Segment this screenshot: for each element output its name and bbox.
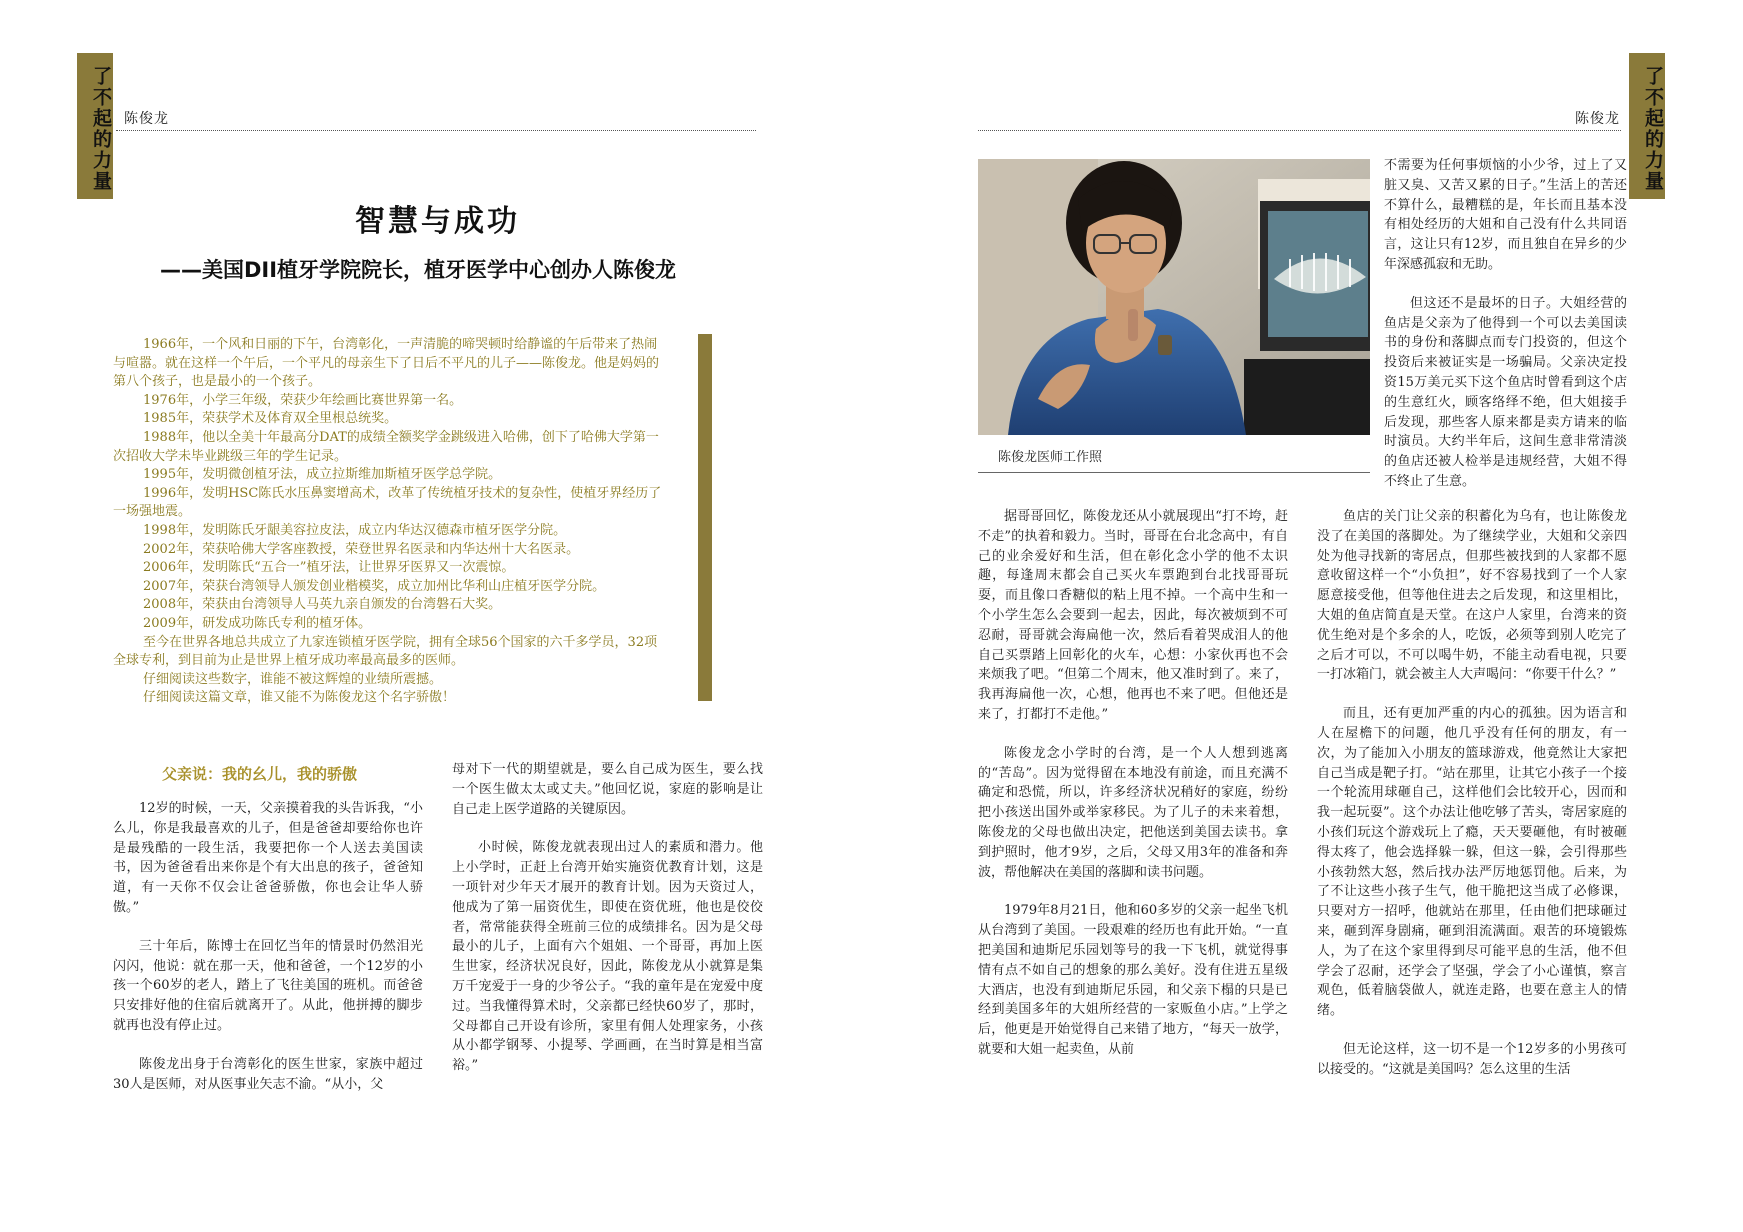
paragraph: 三十年后，陈博士在回忆当年的情景时仍然泪光闪闪，他说：就在那一天，他和爸爸，一个12岁的小孩一个60岁的老人，踏上了飞往美国的班机。而爸爸只安排好他的住宿后就离开了。从此，他拼搏的脚步就再也没有停止过。	[113, 938, 423, 1033]
left-column-1	[113, 799, 423, 1113]
article-title: 智慧与成功	[355, 204, 520, 239]
timeline-entry: 1976年，小学三年级，荣获少年绘画比赛世界第一名。	[143, 392, 463, 408]
timeline-entry: 至今在世界各地总共成立了九家连锁植牙医学院，拥有全球56个国家的六千多学员，32项全球专利，到目前为止是世界上植牙成功率最高最多的医师。	[113, 634, 658, 669]
timeline-entry: 2008年，荣获由台湾领导人马英九亲自颁发的台湾磐石大奖。	[143, 597, 502, 613]
section-badge-right: 了不起的力量	[1629, 53, 1665, 199]
section-badge-left: 了不起的力量	[77, 53, 113, 199]
header-name-right: 陈俊龙	[1575, 111, 1620, 127]
timeline-entry: 2006年，发明陈氏“五合一”植牙法，让世界牙医界又一次震惊。	[143, 560, 515, 576]
timeline-entry: 1996年，发明HSC陈氏水压鼻窦增高术，改革了传统植牙技术的复杂性，使植牙界经历了一场强地震。	[113, 485, 662, 520]
timeline-entry: 1995年，发明微创植牙法，成立拉斯维加斯植牙医学总学院。	[143, 467, 502, 483]
header-name-left: 陈俊龙	[124, 111, 169, 127]
paragraph: 陈俊龙念小学时的台湾，是一个人人想到逃离的“苦岛”。因为觉得留在本地没有前途，而且充满不确定和恐慌，所以，许多经济状况稍好的家庭，纷纷把小孩送出国外或举家移民。为了儿子的未来着想，陈俊龙的父母也做出决定，把他送到美国去读书。拿到护照时，他才9岁，之后，父母又用3年的准备和奔波，帮他解决在美国的落脚和读书问题。	[978, 745, 1288, 880]
section-heading: 父亲说：我的幺儿，我的骄傲	[162, 765, 358, 783]
photo-caption: 陈俊龙医师工作照	[998, 450, 1103, 465]
paragraph: 小时候，陈俊龙就表现出过人的素质和潜力。他上小学时，正赶上台湾开始实施资优教育计划，这是一项针对少年天才展开的教育计划。因为天资过人，他成为了第一届资优生，即使在资优班，他也是佼佼者，常常能获得全班前三位的成绩排名。因为是父母最小的儿子，上面有六个姐姐、一个哥哥，再加上医生世家，经济状况良好，因此，陈俊龙从小就算是集万千宠爱于一身的少爷公子。“我的童年是在宠爱中度过。当我懂得算术时，父亲都已经快60岁了，那时，父母都自己开设有诊所，家里有佣人处理家务，小孩从小都学钢琴、小提琴、学画画，在当时算是相当富裕。”	[452, 840, 763, 1074]
paragraph: 鱼店的关门让父亲的积蓄化为乌有，也让陈俊龙没了在美国的落脚处。为了继续学业，大姐和父亲四处为他寻找新的寄居点，但那些被找到的人家都不愿意收留这样一个“小负担”，好不容易找到了一个人家愿意接受他，但等他住进去之后发现，和这里相比，大姐的鱼店简直是天堂。在这户人家里，台湾来的资优生绝对是个多余的人，吃饭，必须等到别人吃完了之后才可以，不可以喝牛奶，不能主动看电视，只要一打冰箱门，就会被主人大声喝问：“你要干什么？”	[1317, 509, 1627, 683]
paragraph: 1979年8月21日，他和60多岁的父亲一起坐飞机从台湾到了美国。一段艰难的经历也有此开始。“一直把美国和迪斯尼乐园划等号的我一下飞机，就觉得事情有点不如自己的想象的那么美好。没有住进五星级大酒店，也没有到迪斯尼乐园，和父亲下榻的只是已经到美国多年的大姐所经营的一家贩鱼小店。”上学之后，他更是开始觉得自己来错了地方，“每天一放学，就要和大姐一起卖鱼，从前	[978, 903, 1288, 1057]
timeline-entry: 2007年，荣获台湾领导人颁发创业楷模奖，成立加州比华利山庄植牙医学分院。	[143, 578, 606, 594]
caption-rule	[978, 472, 1370, 473]
article-subtitle: ——美国DII植牙学院院长，植牙医学中心创办人陈俊龙	[160, 258, 677, 282]
right-column-3	[978, 507, 1288, 1079]
timeline-entry: 仔细阅读这些数字，谁能不被这辉煌的业绩所震撼。	[143, 671, 443, 687]
timeline-entry: 2002年，荣获哈佛大学客座教授，荣登世界名医录和内华达州十大名医录。	[143, 541, 580, 557]
paragraph: 据哥哥回忆，陈俊龙还从小就展现出“打不垮，赶不走”的执着和毅力。当时，哥哥在台北念高中，有自己的业余爱好和生活，但在彰化念小学的他不太识趣，每逢周末都会自己买火车票跑到台北找哥哥玩耍，而且像口香糖似的粘上甩不掉。一个高中生和一个小学生怎么会要到一起去，因此，每次被烦到不可忍耐，哥哥就会海扁他一次，然后看着哭成泪人的他自己买票踏上回彰化的火车，心想：小家伙再也不会来烦我了吧。“但第二个周末，他又准时到了。来了，我再海扁他一次，心想，他再也不来了吧。但他还是来了，打都打不走他。”	[978, 509, 1288, 722]
paragraph: 但无论这样，这一切不是一个12岁多的小男孩可以接受的。“这就是美国吗？怎么这里的生活	[1317, 1041, 1627, 1077]
header-rule-right	[978, 130, 1621, 131]
paragraph: 不需要为任何事烦恼的小少爷，过上了又脏又臭、又苦又累的日子。”生活上的苦还不算什么，最糟糕的是，年长而且基本没有相处经历的大姐和自己没有什么共同语言，这让只有12岁，而且独自在异乡的少年深感孤寂和无助。	[1384, 158, 1627, 272]
header-rule-left	[116, 130, 756, 131]
timeline-block	[113, 336, 667, 708]
doctor-photo-image	[978, 159, 1370, 435]
timeline-accent-bar	[698, 334, 712, 701]
timeline-entry: 1966年，一个风和日丽的下午，台湾彰化，一声清脆的啼哭顿时给静谧的午后带来了热闹与喧嚣。就在这样一个午后，一个平凡的母亲生下了日后不平凡的儿子——陈俊龙。他是妈妈的第八个孩子，也是最小的一个孩子。	[113, 337, 660, 390]
doctor-photo	[978, 159, 1370, 435]
paragraph: 12岁的时候，一天，父亲摸着我的头告诉我，“小么儿，你是我最喜欢的儿子，但是爸爸却要给你也许是最残酷的一段生活，我要把你一个人送去美国读书，因为爸爸看出来你是个有大出息的孩子，爸爸知道，有一天你不仅会让爸爸骄傲，你也会让华人骄傲。”	[113, 801, 423, 915]
paragraph: 母对下一代的期望就是，要么自己成为医生，要么找一个医生做太太或丈夫。”他回忆说，家庭的影响是让自己走上医学道路的关键原因。	[452, 762, 763, 817]
paragraph: 陈俊龙出身于台湾彰化的医生世家，家族中超过30人是医师，对从医事业矢志不渝。“从小，父	[113, 1056, 423, 1092]
timeline-entry: 2009年，研发成功陈氏专利的植牙体。	[143, 615, 372, 631]
timeline-entry: 1988年，他以全美十年最高分DAT的成绩全额奖学金跳级进入哈佛，创下了哈佛大学第一次招收大学未毕业跳级三年的学生记录。	[113, 429, 659, 464]
paragraph: 但这还不是最坏的日子。大姐经营的鱼店是父亲为了他得到一个可以去美国读书的身份和落脚点而专门投资的，但这个投资后来被证实是一场骗局。父亲决定投资15万美元买下这个鱼店时曾看到这个店的生意红火，顾客络绎不绝，但大姐接手后发现，那些客人原来都是卖方请来的临时演员。大约半年后，这间生意非常清淡的鱼店还被人检举是违规经营，大姐不得不终止了生意。	[1384, 295, 1627, 489]
left-column-2	[452, 760, 763, 1095]
right-column-top	[1384, 156, 1627, 511]
paragraph: 而且，还有更加严重的内心的孤独。因为语言和人在屋檐下的问题，他几乎没有任何的朋友，有一次，为了能加入小朋友的篮球游戏，他竟然让大家把自己当成是靶子打。“站在那里，让其它小孩子一个接一个轮流用球砸自己，这样他们会比较开心，因而和我一起玩耍”。这个办法让他吃够了苦头，寄居家庭的小孩们玩这个游戏玩上了瘾，天天要砸他，有时被砸得太疼了，他会选择躲一躲，但这一躲，会引得那些小孩勃然大怒，然后找办法严厉地惩罚他。后来，为了不让这些小孩子生气，他干脆把这当成了必修课，只要对方一招呼，他就站在那里，任由他们把球砸过来，砸到浑身剧痛，砸到泪流满面。艰苦的环境锻炼人，为了在这个家里得到尽可能平息的生活，他不但学会了忍耐，还学会了坚强，学会了小心谨慎，察言观色，低着脑袋做人，就连走路，也要在意主人的情绪。	[1317, 706, 1627, 1019]
right-column-4	[1317, 507, 1627, 1099]
timeline-entry: 仔细阅读这篇文章，谁又能不为陈俊龙这个名字骄傲！	[143, 690, 456, 706]
timeline-entry: 1985年，荣获学术及体育双全里根总统奖。	[143, 411, 398, 427]
timeline-entry: 1998年，发明陈氏牙龈美容拉皮法，成立内华达汉德森市植牙医学分院。	[143, 522, 567, 538]
